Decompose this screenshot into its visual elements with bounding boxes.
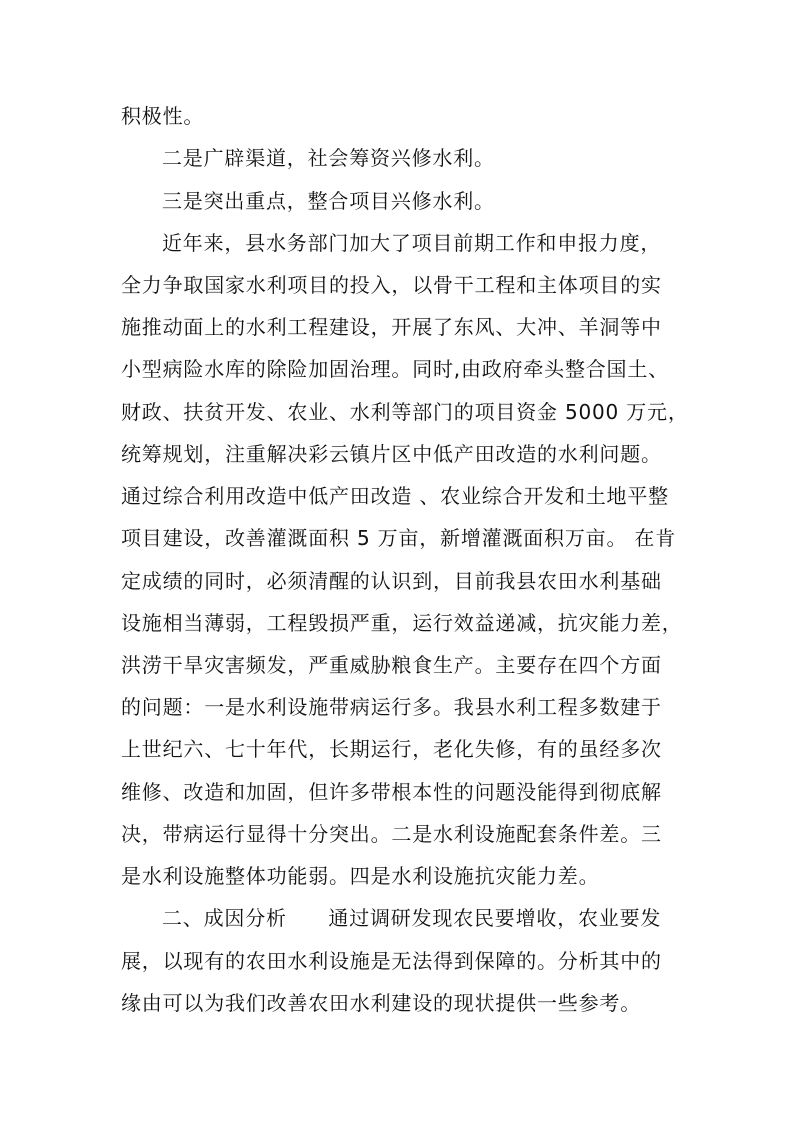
text-line: 设施相当薄弱，工程毁损严重，运行效益递减，抗灾能力差， [121,611,683,635]
text-line: 维修、改造和加固，但许多带根本性的问题没能得到彻底解 [121,780,662,804]
text-line: 是水利设施整体功能弱。四是水利设施抗灾能力差。 [121,864,600,888]
text-line: 定成绩的同时，必须清醒的认识到，目前我县农田水利基础 [121,569,662,593]
text-line: 缘由可以为我们改善农田水利建设的现状提供一些参考。 [121,991,641,1015]
text-line: 的问题：一是水利设施带病运行多。我县水利工程多数建于 [121,695,662,719]
text-line: 二是广辟渠道，社会筹资兴修水利。 [162,146,495,170]
text-line: 决，带病运行显得十分突出。二是水利设施配套条件差。三 [121,822,662,846]
text-line: 三是突出重点，整合项目兴修水利。 [162,189,495,213]
text-line: 积极性。 [121,104,205,128]
text-line: 全力争取国家水利项目的投入，以骨干工程和主体项目的实 [121,273,662,297]
text-line: 项目建设，改善灌溉面积 5 万亩，新增灌溉面积万亩。 在肯 [121,526,676,550]
text-line: 洪涝干旱灾害频发，严重威胁粮食生产。主要存在四个方面 [121,653,662,677]
text-line: 通过综合利用改造中低产田改造 、农业综合开发和土地平整 [121,484,669,508]
text-line: 二、成因分析 通过调研发现农民要增收，农业要发 [162,906,662,930]
text-line: 近年来，县水务部门加大了项目前期工作和申报力度， [162,231,662,255]
text-line: 展，以现有的农田水利设施是无法得到保障的。分析其中的 [121,949,662,973]
text-line: 财政、扶贫开发、农业、水利等部门的项目资金 5000 万元， [121,400,689,424]
text-line: 统筹规划，注重解决彩云镇片区中低产田改造的水利问题。 [121,442,662,466]
text-line: 小型病险水库的除险加固治理。同时,由政府牵头整合国土、 [121,357,669,381]
text-line: 上世纪六、七十年代，长期运行，老化失修，有的虽经多次 [121,737,662,761]
text-line: 施推动面上的水利工程建设，开展了东风、大冲、羊洞等中 [121,315,662,339]
